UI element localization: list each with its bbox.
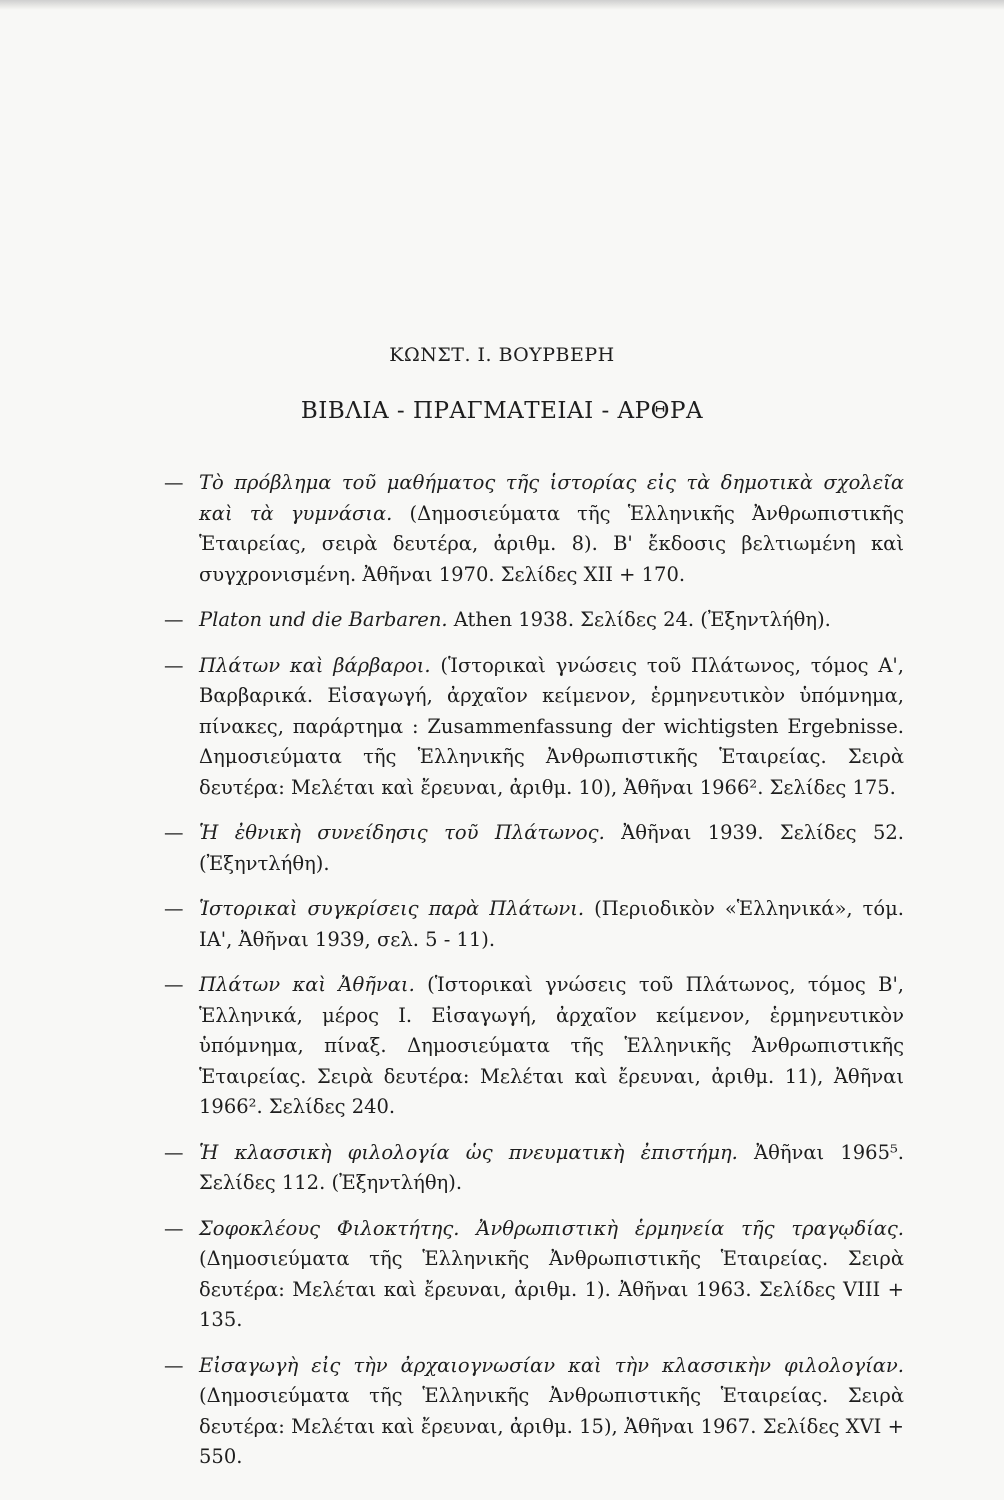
entry-title: Ἱστορικαὶ συγκρίσεις παρὰ Πλάτωνι.: [199, 897, 585, 920]
entry-details: (Ἱστορικαὶ γνώσεις τοῦ Πλάτωνος, τόμος Α', Βαρβαρικά. Εἰσαγωγή, ἀρχαῖον κείμενον, ἑρμηνευτικὸν ὑπόμνημα, πίνακες, παράρτημα : Zusammenfassung der wichtigsten Ergebnisse. Δημοσιεύματα τῆς Ἑλληνικῆς Ἀνθρωπιστικῆς Ἑταιρείας. Σειρὰ δευτέρα: Μελέται καὶ ἔρευναι, ἀριθμ. 10), Ἀθῆναι 1966². Σελίδες 175.: [199, 653, 904, 799]
section-title: ΒΙΒΛΙΑ - ΠΡΑΓΜΑΤΕΙΑΙ - ΑΡΘΡΑ: [300, 398, 704, 424]
entry-title: Εἰσαγωγὴ εἰς τὴν ἀρχαιογνωσίαν καὶ τὴν κλασσικὴν φιλολογίαν.: [199, 1353, 904, 1377]
entry-details: Athen 1938. Σελίδες 24. (Ἐξηντλήθη).: [447, 608, 831, 631]
bibliography-entry: [164, 605, 904, 636]
entry-details: Ἀθῆναι 1939. Σελίδες 52. (Ἐξηντλήθη).: [199, 821, 904, 875]
entry-title: Τὸ πρόβλημα τοῦ μαθήματος τῆς ἱστορίας εἰς τὰ δημοτικὰ σχολεῖα καὶ τὰ γυμνάσια.: [199, 471, 904, 525]
entry-title: Platon und die Barbaren.: [199, 608, 448, 631]
bibliography-entry: [164, 970, 904, 1123]
entry-details: (Δημοσιεύματα τῆς Ἑλληνικῆς Ἀνθρωπιστικῆς Ἑταιρείας. Σειρὰ δευτέρα: Μελέται καὶ ἔρευναι, ἀριθμ. 1). Ἀθῆναι 1963. Σελίδες VIII + 135.: [199, 1247, 904, 1331]
entry-title: Ἡ ἐθνικὴ συνείδησις τοῦ Πλάτωνος.: [199, 821, 605, 844]
entry-dash: —: [164, 821, 184, 844]
author-heading: ΚΩΝΣΤ. Ι. ΒΟΥΡΒΕΡΗ: [389, 344, 615, 366]
bibliography-entry: [164, 651, 904, 804]
entry-dash: —: [164, 653, 184, 677]
entry-title: Σοφοκλέους Φιλοκτήτης. Ἀνθρωπιστικὴ ἑρμηνεία τῆς τραγῳδίας.: [199, 1216, 904, 1240]
bibliography-entry: [164, 1138, 904, 1199]
bibliography-entry: [164, 1351, 904, 1473]
entry-dash: —: [164, 1216, 184, 1240]
entry-title: Πλάτων καὶ Ἀθῆναι.: [199, 973, 415, 996]
entry-details: (Δημοσιεύματα τῆς Ἑλληνικῆς Ἀνθρωπιστικῆς Ἑταιρείας, σειρὰ δευτέρα, ἀριθμ. 8). Β' ἔκδοσις βελτιωμένη καὶ συγχρονισμένη. Ἀθῆναι 1970. Σελίδες XII + 170.: [199, 501, 905, 586]
bibliography-list: [164, 468, 904, 1488]
entry-dash: —: [164, 1353, 184, 1377]
entry-dash: —: [164, 608, 184, 631]
entry-title: Ἡ κλασσικὴ φιλολογία ὡς πνευματικὴ ἐπιστήμη.: [199, 1140, 738, 1164]
page-top-edge: [0, 0, 1004, 10]
entry-title: Πλάτων καὶ βάρβαροι.: [199, 653, 431, 677]
entry-details: (Περιοδικὸν «Ἑλληνικά», τόμ. ΙΑ', Ἀθῆναι 1939, σελ. 5 - 11).: [199, 897, 904, 951]
bibliography-entry: [164, 894, 904, 955]
entry-details: (Δημοσιεύματα τῆς Ἑλληνικῆς Ἀνθρωπιστικῆς Ἑταιρείας. Σειρὰ δευτέρα: Μελέται καὶ ἔρευναι, ἀριθμ. 15), Ἀθῆναι 1967. Σελίδες XVI + 550.: [199, 1384, 904, 1468]
entry-details: Ἀθῆναι 1965⁵. Σελίδες 112. (Ἐξηντλήθη).: [199, 1140, 904, 1194]
bibliography-entry: [164, 468, 904, 590]
bibliography-entry: [164, 1214, 904, 1336]
bibliography-entry: [164, 818, 904, 879]
entry-dash: —: [164, 897, 184, 920]
entry-dash: —: [164, 1140, 184, 1164]
entry-details: (Ἱστορικαὶ γνώσεις τοῦ Πλάτωνος, τόμος Β', Ἑλληνικά, μέρος Ι. Εἰσαγωγή, ἀρχαῖον κείμενον, ἑρμηνευτικὸν ὑπόμνημα, πίναξ. Δημοσιεύματα τῆς Ἑλληνικῆς Ἀνθρωπιστικῆς Ἑταιρείας. Σειρὰ δευτέρα: Μελέται καὶ ἔρευναι, ἀριθμ. 11), Ἀθῆναι 1966². Σελίδες 240.: [199, 973, 904, 1118]
entry-dash: —: [164, 471, 184, 494]
entry-dash: —: [164, 973, 184, 996]
